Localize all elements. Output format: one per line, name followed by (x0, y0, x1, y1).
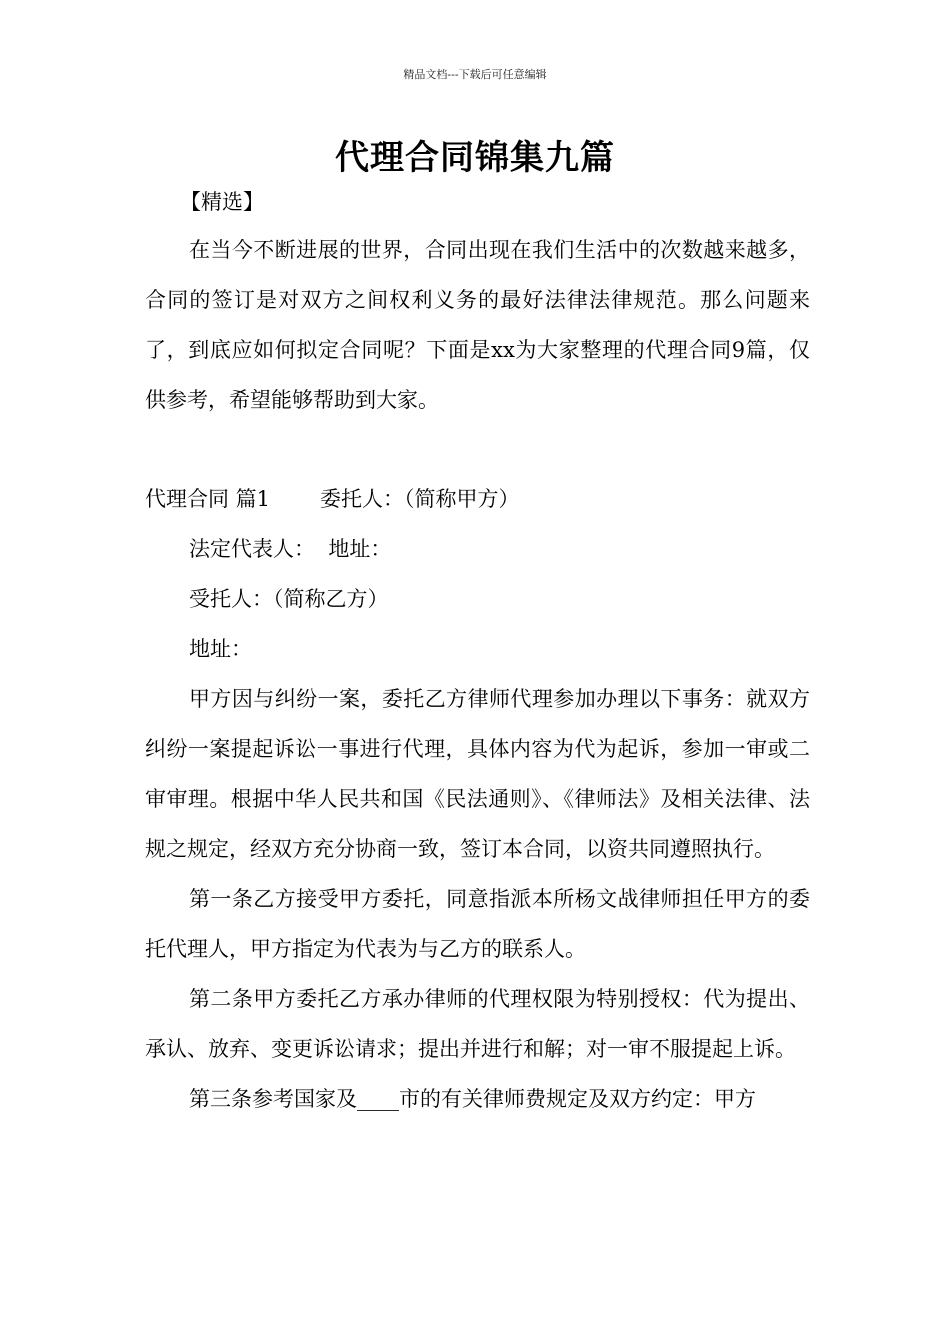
header-note: 精品文档---下载后可任意编辑 (403, 68, 547, 81)
document-title: 代理合同锦集九篇 (335, 138, 615, 178)
article-3: 第三条参考国家及____市的有关律师费规定及双方约定：甲方 (189, 1087, 756, 1111)
address-line: 地址： (189, 637, 252, 661)
contract-section-1 (145, 474, 810, 1124)
paragraph-1: 甲方因与纠纷一案，委托乙方律师代理参加办理以下事务：就双方纠纷一案提起诉讼一事进行代理，具体内容为代为起诉，参加一审或二审审理。根据中华人民共和国《民法通则》、《律师法》及相关法律、法规之规定，经双方充分协商一致，签订本合同，以资共同遵照执行。 (145, 687, 810, 861)
section-heading-line (145, 474, 810, 524)
article-2: 第二条甲方委托乙方承办律师的代理权限为特别授权：代为提出、承认、放弃、变更诉讼请求；提出并进行和解；对一审不服提起上诉。 (145, 987, 810, 1061)
section-heading: 代理合同 篇1 (145, 487, 271, 511)
principal-line: 委托人：（简称甲方） (320, 487, 520, 511)
legal-rep-line: 法定代表人： 地址： (189, 537, 392, 561)
intro-section (145, 225, 810, 425)
article-1: 第一条乙方接受甲方委托，同意指派本所杨文战律师担任甲方的委托代理人，甲方指定为代表为与乙方的联系人。 (145, 887, 810, 961)
agent-line: 受托人：（简称乙方） (189, 587, 389, 611)
intro-paragraph: 在当今不断进展的世界，合同出现在我们生活中的次数越来越多，合同的签订是对双方之间权利义务的最好法律法律规范。那么问题来了，到底应如何拟定合同呢？下面是xx为大家整理的代理合同9篇，仅供参考，希望能够帮助到大家。 (145, 238, 810, 412)
selection-tag: 【精选】 (180, 190, 264, 214)
